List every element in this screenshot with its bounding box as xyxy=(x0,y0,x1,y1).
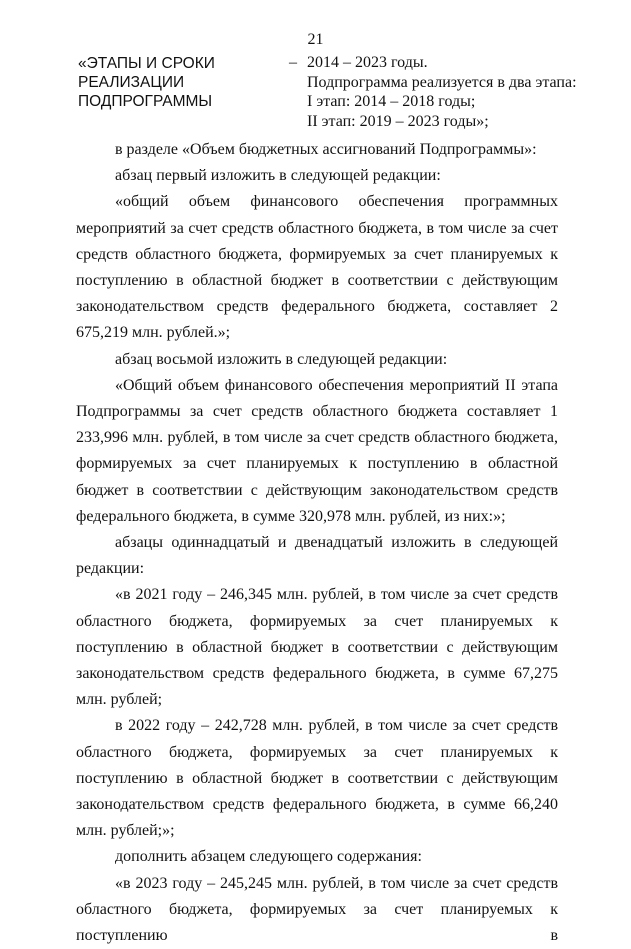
section-title-line: РЕАЛИЗАЦИИ xyxy=(78,74,185,91)
section-title-line: ПОДПРОГРАММЫ xyxy=(78,93,213,110)
stages-block xyxy=(307,53,597,131)
stages-line: 2014 – 2023 годы. xyxy=(307,54,428,71)
paragraph: «общий объем финансового обеспечения программных мероприятий за счет средств областного бюджета, в том числе за счет средств областного бюджета, формируемых за счет планируемых к поступлению в областной бюджет в соответствии с действующим законодательством средств федерального бюджета, составляет 2 675,219 млн. рублей.»; xyxy=(76,193,558,342)
stages-line: II этап: 2019 – 2023 годы»; xyxy=(307,112,489,130)
paragraph: дополнить абзацем следующего содержания: xyxy=(115,848,422,866)
paragraph: абзац первый изложить в следующей редакции: xyxy=(115,167,441,185)
paragraph: «в 2023 году – 245,245 млн. рублей, в том числе за счет средств областного бюджета, формируемых за счет планируемых к поступлению в xyxy=(76,874,558,945)
paragraph: «Общий объем финансового обеспечения мероприятий II этапа Подпрограммы за счет средств областного бюджета составляет 1 233,996 млн. рублей, в том числе за счет средств областного бюджета, формируемых за счет планируемых к поступлению в областной бюджет в соответствии с действующим законодательством средств федерального бюджета, в сумме 320,978 млн. рублей, из них:»; xyxy=(76,376,558,525)
document-body xyxy=(76,137,558,949)
paragraph: «в 2021 году – 246,345 млн. рублей, в том числе за счет средств областного бюджета, формируемых за счет планируемых к поступлению в областной бюджет в соответствии с действующим законодательством средств федерального бюджета, в сумме 67,275 млн. рублей; xyxy=(76,586,558,709)
paragraph: абзацы одиннадцатый и двенадцатый изложить в следующей редакции: xyxy=(76,534,558,578)
stages-line: Подпрограмма реализуется в два этапа: xyxy=(307,73,577,91)
dash-separator: – xyxy=(289,54,297,71)
stages-line: I этап: 2014 – 2018 годы; xyxy=(307,93,476,110)
page-number: 21 xyxy=(307,31,324,48)
paragraph: в разделе «Объем бюджетных ассигнований Подпрограммы»: xyxy=(115,141,537,158)
paragraph: в 2022 году – 242,728 млн. рублей, в том числе за счет средств областного бюджета, формируемых за счет планируемых к поступлению в областной бюджет в соответствии с действующим законодательством средств федерального бюджета, в сумме 66,240 млн. рублей;»; xyxy=(76,717,558,840)
section-title-line: «ЭТАПЫ И СРОКИ xyxy=(78,55,215,72)
section-title xyxy=(78,54,278,111)
paragraph: абзац восьмой изложить в следующей редакции: xyxy=(115,350,448,368)
